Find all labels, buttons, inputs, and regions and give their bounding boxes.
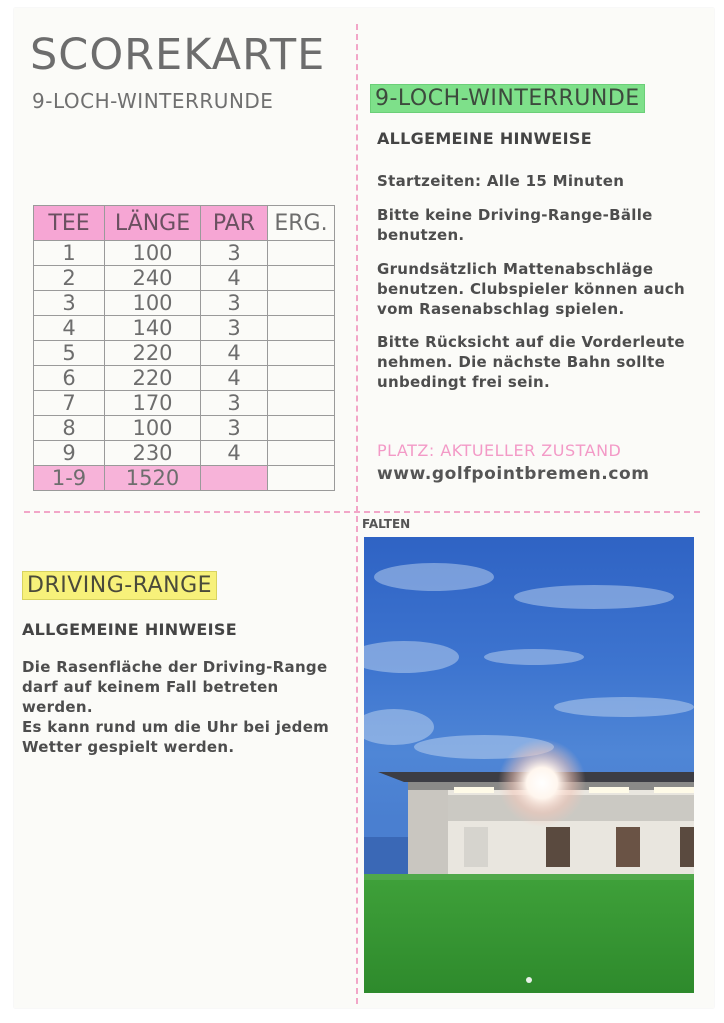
table-row — [34, 441, 335, 466]
cell-laenge: 100 — [105, 291, 201, 316]
cell-par: 3 — [201, 391, 268, 416]
fold-label: FALTEN — [362, 517, 411, 531]
cell-ergebnis[interactable] — [268, 441, 335, 466]
cell-laenge: 140 — [105, 316, 201, 341]
cell-par: 3 — [201, 241, 268, 266]
text-line: unbedingt frei sein. — [377, 373, 551, 391]
cell-tee: 5 — [34, 341, 105, 366]
text-line: Bitte Rücksicht auf die Vorderleute — [377, 333, 685, 351]
cell-par: 4 — [201, 341, 268, 366]
text-line: darf auf keinem Fall betreten werden. — [22, 678, 279, 716]
table-total-row — [34, 466, 335, 491]
total-par — [201, 466, 268, 491]
total-laenge: 1520 — [105, 466, 201, 491]
course-status-link[interactable]: PLATZ: AKTUELLER ZUSTAND — [377, 441, 622, 460]
score-table-header — [34, 206, 335, 241]
driving-range-photo — [364, 537, 694, 993]
winter-note-consideration — [377, 332, 697, 392]
text-line: Die Rasenfläche der Driving-Range — [22, 658, 328, 676]
winter-note-mats — [377, 259, 697, 319]
cell-par: 4 — [201, 441, 268, 466]
cell-laenge: 240 — [105, 266, 201, 291]
total-ergebnis[interactable] — [268, 466, 335, 491]
cell-ergebnis[interactable] — [268, 316, 335, 341]
cell-par: 3 — [201, 316, 268, 341]
header-laenge: LÄNGE — [105, 206, 201, 241]
text-line: Es kann rund um die Uhr bei jedem — [22, 718, 330, 736]
text-line: nehmen. Die nächste Bahn sollte — [377, 353, 666, 371]
winter-note-balls — [377, 205, 697, 245]
header-ergebnis: ERG. — [268, 206, 335, 241]
horizontal-fold-line — [24, 511, 700, 513]
cell-laenge: 220 — [105, 366, 201, 391]
cell-laenge: 230 — [105, 441, 201, 466]
text-line: benutzen. Clubspieler können auch — [377, 280, 686, 298]
vertical-fold-line — [356, 24, 358, 1004]
table-row — [34, 266, 335, 291]
winter-start-times: Startzeiten: Alle 15 Minuten — [377, 172, 625, 190]
header-tee: TEE — [34, 206, 105, 241]
table-row — [34, 391, 335, 416]
page-subtitle: 9-LOCH-WINTERRUNDE — [32, 89, 274, 113]
cell-ergebnis[interactable] — [268, 241, 335, 266]
cell-tee: 7 — [34, 391, 105, 416]
cell-tee: 6 — [34, 366, 105, 391]
cell-tee: 3 — [34, 291, 105, 316]
text-line: Wetter gespielt werden. — [22, 738, 235, 756]
cell-ergebnis[interactable] — [268, 416, 335, 441]
text-line: vom Rasenabschlag spielen. — [377, 300, 625, 318]
range-heading: ALLGEMEINE HINWEISE — [22, 620, 237, 639]
header-par: PAR — [201, 206, 268, 241]
driving-range-photo-illustration — [364, 537, 694, 993]
text-line: Bitte keine Driving-Range-Bälle — [377, 206, 653, 224]
cell-laenge: 220 — [105, 341, 201, 366]
cell-tee: 4 — [34, 316, 105, 341]
cell-par: 3 — [201, 416, 268, 441]
table-row — [34, 316, 335, 341]
text-line: Grundsätzlich Mattenabschläge — [377, 260, 654, 278]
cell-par: 4 — [201, 266, 268, 291]
table-row — [34, 366, 335, 391]
winterrunde-badge: 9-LOCH-WINTERRUNDE — [370, 84, 645, 113]
website-link[interactable]: www.golfpointbremen.com — [377, 464, 650, 484]
cell-ergebnis[interactable] — [268, 391, 335, 416]
winter-heading: ALLGEMEINE HINWEISE — [377, 129, 592, 148]
cell-par: 4 — [201, 366, 268, 391]
cell-tee: 1 — [34, 241, 105, 266]
range-note-weather — [22, 717, 352, 757]
table-row — [34, 341, 335, 366]
text-line: benutzen. — [377, 226, 465, 244]
cell-ergebnis[interactable] — [268, 366, 335, 391]
cell-par: 3 — [201, 291, 268, 316]
driving-range-badge: DRIVING-RANGE — [22, 571, 217, 600]
total-tee: 1-9 — [34, 466, 105, 491]
cell-laenge: 100 — [105, 416, 201, 441]
cell-tee: 9 — [34, 441, 105, 466]
cell-ergebnis[interactable] — [268, 266, 335, 291]
cell-tee: 8 — [34, 416, 105, 441]
score-table — [33, 205, 335, 491]
table-row — [34, 416, 335, 441]
table-row — [34, 241, 335, 266]
cell-ergebnis[interactable] — [268, 291, 335, 316]
cell-laenge: 100 — [105, 241, 201, 266]
cell-tee: 2 — [34, 266, 105, 291]
cell-laenge: 170 — [105, 391, 201, 416]
table-row — [34, 291, 335, 316]
page-title: SCOREKARTE — [30, 30, 326, 80]
cell-ergebnis[interactable] — [268, 341, 335, 366]
range-note-lawn — [22, 657, 352, 717]
